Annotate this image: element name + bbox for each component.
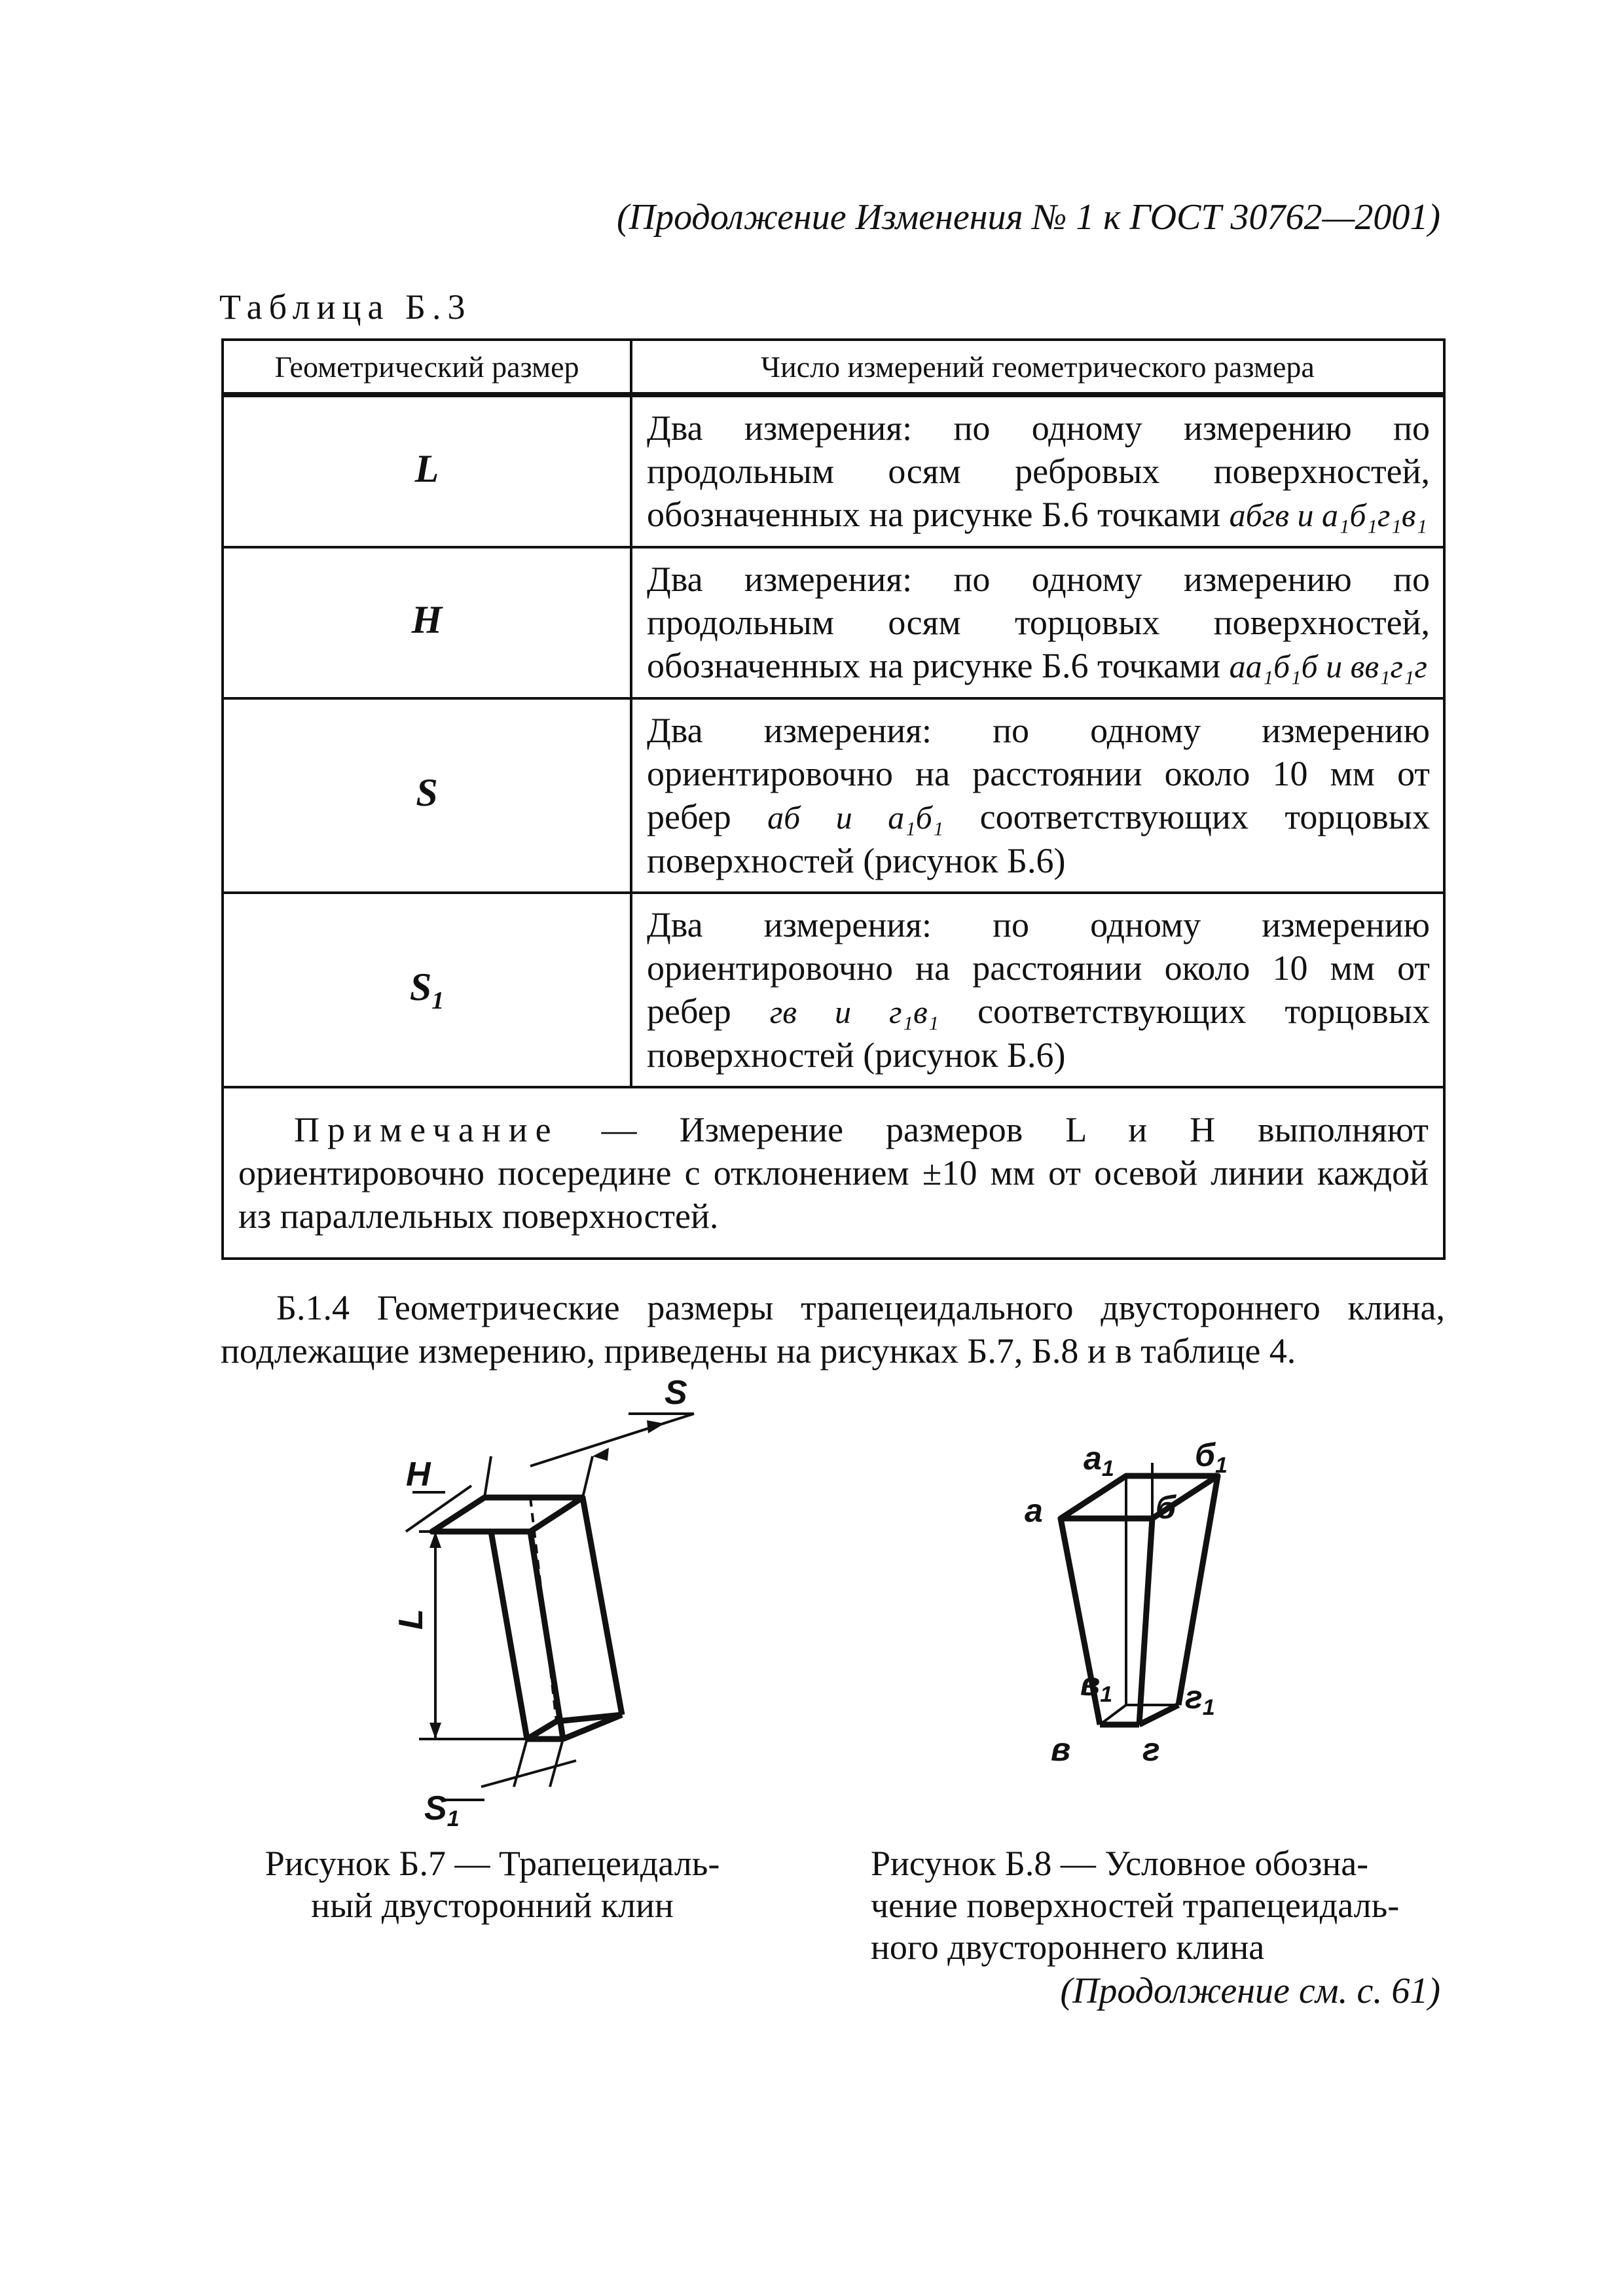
table-row <box>223 547 1444 698</box>
figure-b7-drawing <box>367 1368 746 1826</box>
continuation-footer: (Продолжение см. с. 61) <box>1060 1971 1440 2011</box>
label-s: S <box>665 1374 687 1412</box>
label-a: а <box>1025 1492 1043 1529</box>
table-note-row <box>223 1087 1444 1259</box>
section-paragraph: Б.1.4 Геометрические размеры трапецеидального двустороннего клина, подлежащие измерению, приведены на рисунках Б.7, Б.8 и в таблице 4. <box>221 1288 1445 1371</box>
table-row <box>223 698 1444 893</box>
label-b: б <box>1156 1489 1176 1526</box>
table-caption: Таблица Б.3 <box>219 287 472 327</box>
description-cell: Два измерения: по одному измерению ориентировочно на расстоянии около 10 мм от ребер аб и а₁б₁ соответствующих торцовых поверхностей (рисунок Б.6) <box>631 698 1444 893</box>
header-measurement-count: Число измерений геометрического размера <box>631 340 1444 395</box>
table-row <box>223 395 1444 547</box>
symbol-cell: L <box>223 395 631 547</box>
label-b1: $б_1$ <box>1195 1437 1228 1478</box>
table-b3 <box>221 338 1446 1260</box>
label-a1: $а_1$ <box>1084 1440 1114 1481</box>
label-l: L <box>392 1609 430 1630</box>
label-g1: $г_1$ <box>1185 1679 1215 1720</box>
description-cell: Два измерения: по одному измерению ориентировочно на расстоянии около 10 мм от ребер гв и г₁в₁ соответствующих торцовых поверхностей (рисунок Б.6) <box>631 893 1444 1087</box>
table-row <box>223 893 1444 1087</box>
label-h: H <box>406 1456 431 1494</box>
table-header-row <box>223 340 1444 395</box>
figure-b7-caption: Рисунок Б.7 — Трапецеидаль- ный двусторонний клин <box>264 1844 720 1925</box>
symbol-cell: H <box>223 547 631 698</box>
label-v: в <box>1051 1731 1071 1768</box>
label-g: г <box>1142 1731 1160 1768</box>
note-text: — Измерение размеров L и H выполняют ориентировочно посередине с отклонением ±10 мм от осевой линии каждой из параллельных поверхностей. <box>238 1110 1429 1236</box>
continuation-header: (Продолжение Изменения № 1 к ГОСТ 30762—2001) <box>617 197 1440 238</box>
symbol-cell: S <box>223 698 631 893</box>
figure-b8-caption: Рисунок Б.8 — Условное обозна- чение поверхностей трапецеидаль- ного двустороннего клина <box>871 1844 1400 1967</box>
description-cell: Два измерения: по одному измерению по продольным осям ребровых поверхностей, обозначенных на рисунке Б.6 точками абгв и а₁б₁г₁в₁ <box>631 395 1444 547</box>
label-v1: $в_1$ <box>1080 1666 1113 1707</box>
symbol-cell: $S_1$ <box>223 893 631 1087</box>
description-cell: Два измерения: по одному измерению по продольным осям торцовых поверхностей, обозначенных на рисунке Б.6 точками аа₁б₁б и вв₁г₁г <box>631 547 1444 698</box>
figure-b8-drawing <box>1021 1427 1296 1793</box>
note-label: Примечание <box>294 1110 559 1149</box>
table-note <box>223 1087 1444 1259</box>
header-geometric-size: Геометрический размер <box>223 340 631 395</box>
label-s1: S1 <box>424 1789 460 1826</box>
